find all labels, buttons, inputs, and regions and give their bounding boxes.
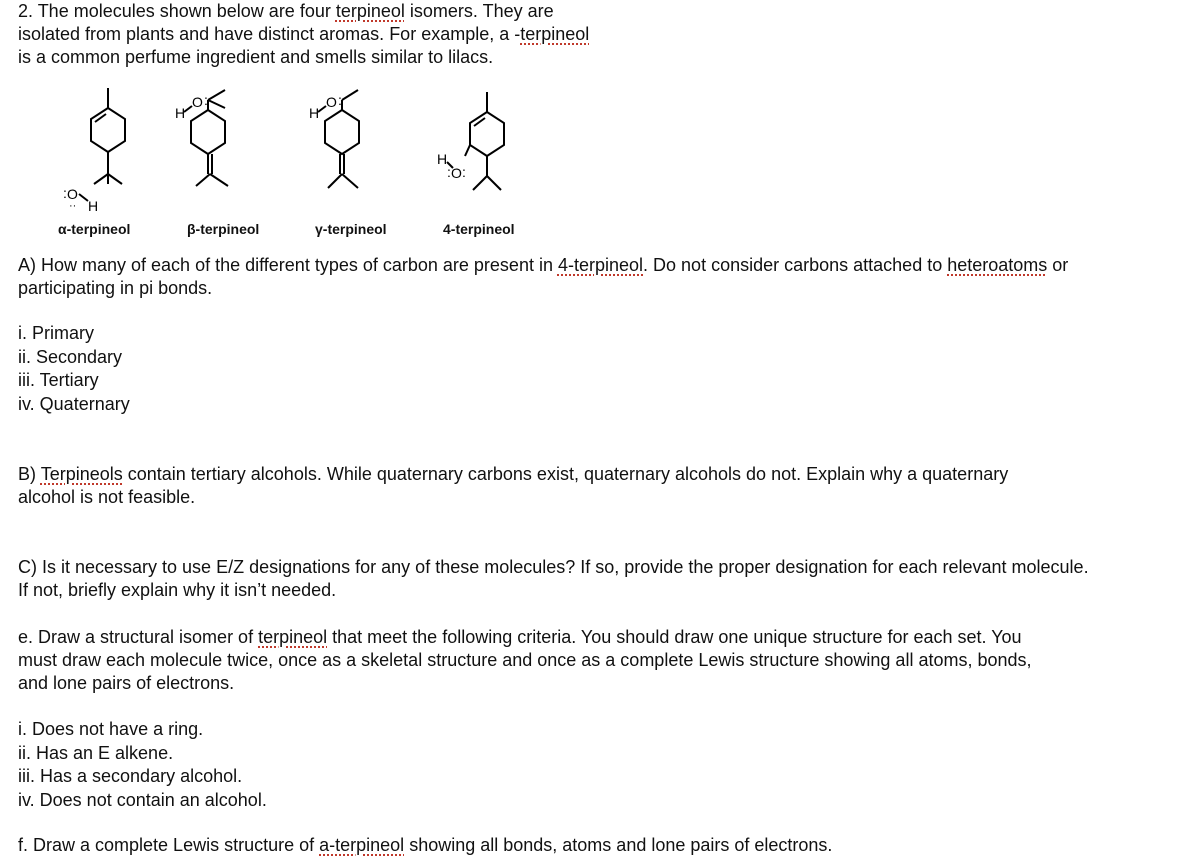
- cyclohexene-ring: [91, 108, 125, 152]
- methyl-bond: [487, 176, 501, 190]
- methyl-bond: [208, 100, 225, 108]
- part-c-line1: C) Is it necessary to use E/Z designations for any of these molecules? If so, provide the proper designation for each relevant molecule.: [18, 557, 1089, 577]
- 4-terpineol-structure: [425, 92, 515, 202]
- methyl-bond: [94, 174, 108, 184]
- list-item: iii. Tertiary: [18, 370, 99, 390]
- methyl-bond: [342, 174, 358, 188]
- part-e-text: that meet the following criteria. You should draw one unique structure for each set. You: [327, 627, 1022, 647]
- part-a-line1: [18, 254, 1068, 277]
- part-e-line3: and lone pairs of electrons.: [18, 673, 235, 693]
- part-b-line2: alcohol is not feasible.: [18, 487, 196, 507]
- part-e-line1: [18, 626, 1022, 649]
- spellcheck-word: terpineol: [258, 627, 328, 647]
- methyl-bond: [208, 90, 225, 100]
- spellcheck-word: 4-terpineol: [557, 255, 644, 275]
- lone-pair-label: :: [63, 185, 67, 201]
- list-item: iii. Has a secondary alcohol.: [18, 766, 243, 786]
- list-item: ii. Has an E alkene.: [18, 742, 174, 763]
- list-item: i. Does not have a ring.: [18, 719, 204, 739]
- methyl-bond: [328, 174, 342, 188]
- methyl-bond: [108, 174, 122, 184]
- list-item: ii. Secondary: [18, 346, 123, 367]
- question-intro-line3: is a common perfume ingredient and smells similar to lilacs.: [18, 47, 494, 67]
- list-item: iv. Does not contain an alcohol.: [18, 789, 267, 810]
- part-f-text: showing all bonds, atoms and lone pairs of electrons.: [404, 835, 833, 855]
- part-a-list: [18, 322, 130, 416]
- beta-terpineol-structure: [170, 80, 250, 195]
- oxygen-atom-label: O: [192, 94, 203, 110]
- part-b-line1: [18, 463, 1008, 486]
- alpha-terpineol-label: α-terpineol: [58, 221, 131, 237]
- 4-terpineol-label: 4-terpineol: [443, 221, 515, 237]
- lone-pair-label: ··: [69, 200, 77, 212]
- part-a-line2: participating in pi bonds.: [18, 278, 213, 298]
- o-h-bond: [318, 106, 326, 112]
- lone-pair-label: :: [447, 164, 451, 180]
- part-e-text: e. Draw a structural isomer of: [18, 627, 259, 647]
- oxygen-atom-label: O: [326, 94, 337, 110]
- hydrogen-atom-label: H: [175, 105, 186, 121]
- intro-text: isomers. They are: [404, 1, 554, 21]
- spellcheck-word: terpineol: [335, 1, 405, 21]
- methylene-bond: [196, 174, 210, 186]
- hydrogen-atom-label: H: [309, 105, 320, 121]
- part-b-text: B): [18, 464, 41, 484]
- alpha-terpineol-structure: [60, 88, 170, 218]
- cyclohexane-ring: [191, 110, 225, 154]
- spellcheck-word: terpineol: [520, 24, 590, 44]
- part-a-text: . Do not consider carbons attached to: [643, 255, 948, 275]
- part-b-text: contain tertiary alcohols. While quaternary carbons exist, quaternary alcohols do not. Explain why a quaternary: [122, 464, 1009, 484]
- methyl-bond: [342, 90, 358, 100]
- oxygen-atom-label: O: [451, 165, 462, 181]
- list-item: iv. Quaternary: [18, 393, 130, 414]
- hydrogen-atom-label: H: [437, 151, 448, 167]
- gamma-terpineol-label: γ-terpineol: [315, 221, 387, 237]
- lone-pair-label: :: [204, 92, 208, 108]
- question-intro-line2: [18, 23, 589, 46]
- list-item: i. Primary: [18, 323, 94, 343]
- o-h-bond: [184, 106, 192, 112]
- part-f-text: f. Draw a complete Lewis structure of: [18, 835, 320, 855]
- gamma-terpineol-structure: [300, 80, 380, 195]
- part-e-list: [18, 718, 267, 812]
- cyclohexane-ring: [325, 110, 359, 154]
- part-e-line2: must draw each molecule twice, once as a skeletal structure and once as a complete Lewis structure showing all atoms, bonds,: [18, 650, 1032, 670]
- part-f-line: [18, 834, 832, 857]
- spellcheck-word: a-terpineol: [319, 835, 405, 855]
- o-h-bond: [79, 194, 88, 201]
- beta-terpineol-label: β-terpineol: [187, 221, 260, 237]
- spellcheck-word: heteroatoms: [947, 255, 1048, 275]
- part-c-line2: If not, briefly explain why it isn’t needed.: [18, 580, 337, 600]
- methyl-bond: [473, 176, 487, 190]
- methyl-bond: [210, 174, 228, 186]
- question-intro-line1: [18, 0, 554, 23]
- hydrogen-atom-label: H: [88, 198, 99, 214]
- part-a-text: or: [1047, 255, 1069, 275]
- spellcheck-word: Terpineols: [40, 464, 123, 484]
- lone-pair-label: :: [338, 92, 342, 108]
- intro-text: 2. The molecules shown below are four: [18, 1, 336, 21]
- oxygen-atom-label: O: [67, 186, 78, 202]
- lone-pair-label: :: [462, 164, 466, 180]
- part-a-text: A) How many of each of the different types of carbon are present in: [18, 255, 558, 275]
- c-o-bond: [465, 145, 470, 156]
- intro-text: isolated from plants and have distinct aromas. For example, a -: [18, 24, 521, 44]
- cyclohexene-ring: [470, 112, 504, 156]
